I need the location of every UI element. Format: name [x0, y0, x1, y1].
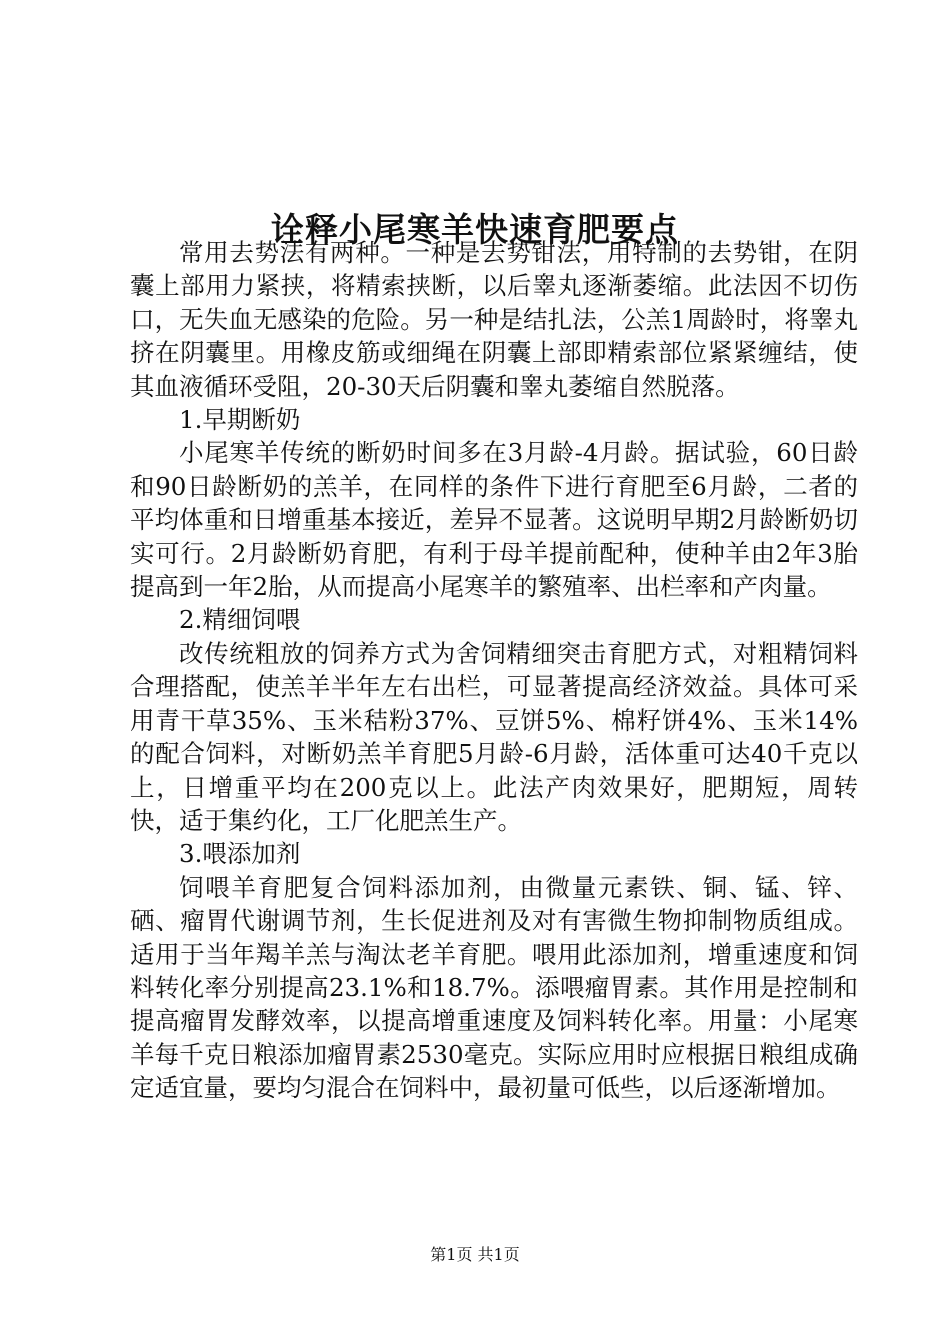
- page-footer: 第1页 共1页: [430, 1245, 520, 1264]
- document-title: 诠释小尾寒羊快速育肥要点: [271, 210, 679, 250]
- section-text-fine-feeding: 改传统粗放的饲养方式为舍饲精细突击育肥方式，对粗精饲料合理搭配，使羔羊半年左右出栏，可显著提高经济效益。具体可采用青干草35%、玉米秸粉37%、豆饼5%、棉籽饼4%、玉米14%的配合饲料，对断奶羔羊育肥5月龄-6月龄，活体重可达40千克以上，日增重平均在200克以上。此法产肉效果好，肥期短，周转快，适于集约化，工厂化肥羔生产。: [130, 638, 858, 835]
- section-text-additives: 饲喂羊育肥复合饲料添加剂，由微量元素铁、铜、锰、锌、硒、瘤胃代谢调节剂，生长促进剂及对有害微生物抑制物质组成。适用于当年羯羊羔与淘汰老羊育肥。喂用此添加剂，增重速度和饲料转化率分别提高23.1%和18.7%。添喂瘤胃素。其作用是控制和提高瘤胃发酵效率，以提高增重速度及饲料转化率。用量：小尾寒羊每千克日粮添加瘤胃素2530毫克。实际应用时应根据日粮组成确定适宜量，要均匀混合在饲料中，最初量可低些，以后逐渐增加。: [130, 872, 858, 1103]
- document-body: [130, 236, 858, 1105]
- section-heading-early-weaning: 1.早期断奶: [179, 405, 301, 435]
- intro-paragraph: 常用去势法有两种。一种是去势钳法，用特制的去势钳，在阴囊上部用力紧挟，将精索挟断，以后睾丸逐渐萎缩。此法因不切伤口，无失血无感染的危险。另一种是结扎法，公羔1周龄时，将睾丸挤在阴囊里。用橡皮筋或细绳在阴囊上部即精索部位紧紧缠结，使其血液循环受阻，20-30天后阴囊和睾丸萎缩自然脱落。: [130, 238, 858, 401]
- section-text-early-weaning: 小尾寒羊传统的断奶时间多在3月龄-4月龄。据试验，60日龄和90日龄断奶的羔羊，在同样的条件下进行育肥至6月龄，二者的平均体重和日增重基本接近，差异不显著。这说明早期2月龄断奶切实可行。2月龄断奶育肥，有利于母羊提前配种，使种羊由2年3胎提高到一年2胎，从而提高小尾寒羊的繁殖率、出栏率和产肉量。: [130, 438, 858, 602]
- section-heading-additives: 3.喂添加剂: [179, 839, 301, 869]
- section-heading-fine-feeding: 2.精细饲喂: [179, 605, 301, 635]
